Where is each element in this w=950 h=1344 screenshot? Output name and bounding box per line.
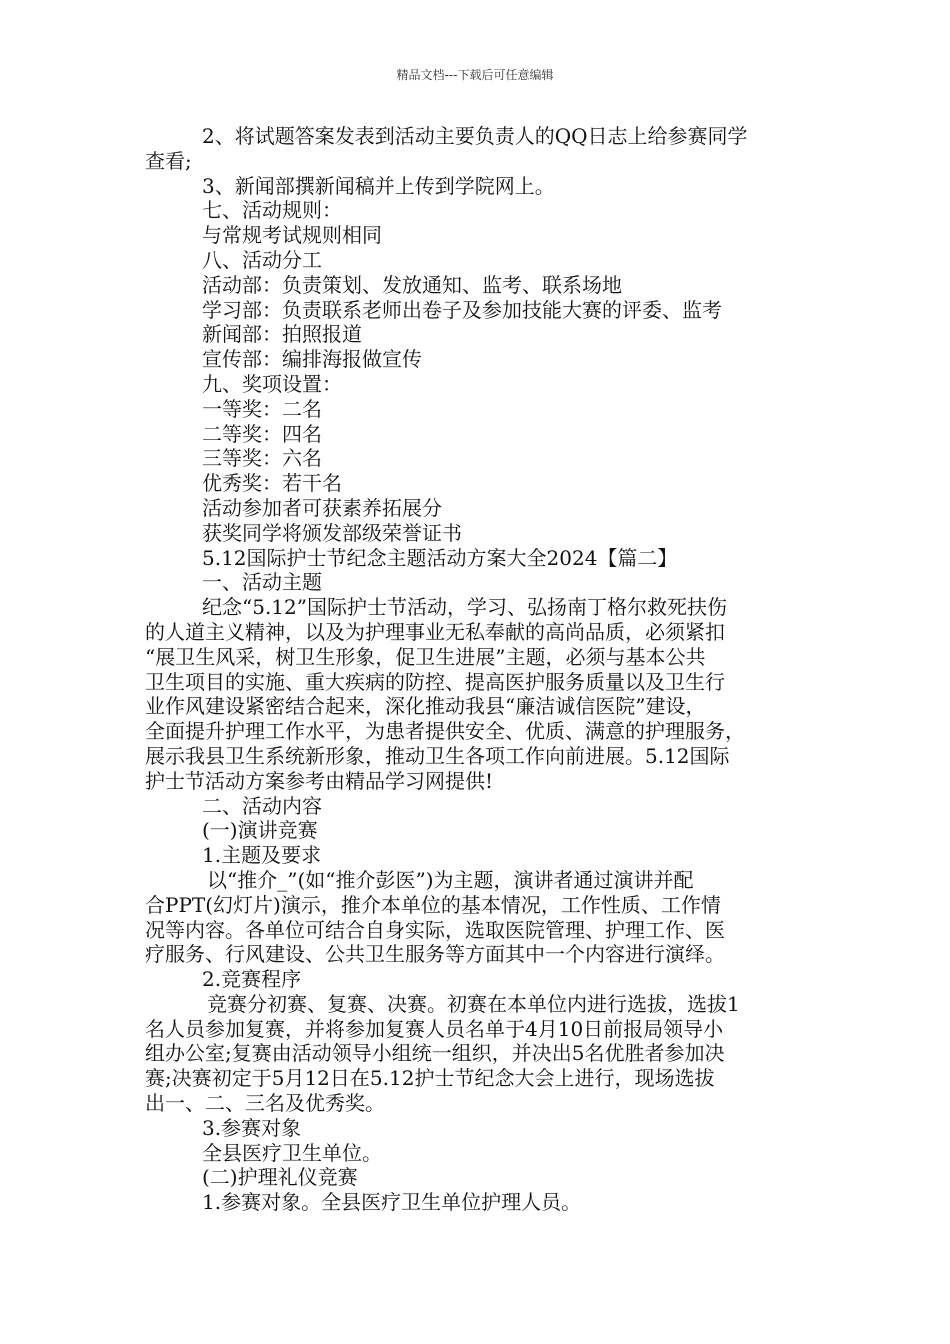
text-line: 况等内容。各单位可结合自身实际，选取医院管理、护理工作、医 [145, 917, 725, 942]
text-line: 的人道主义精神，以及为护理事业无私奉献的高尚品质，必须紧扣 [145, 619, 725, 644]
text-line: 业作风建设紧密结合起来，深化推动我县“廉洁诚信医院”建设， [145, 694, 706, 719]
text-line: 一、活动主题 [202, 570, 322, 595]
text-line: 2、将试题答案发表到活动主要负责人的QQ日志上给参赛同学 [202, 124, 748, 148]
text-line: 纪念“5.12”国际护士节活动，学习、弘扬南丁格尔救死扶伤 [202, 595, 727, 620]
text-line: 2.竞赛程序 [202, 967, 302, 992]
text-line: 全县医疗卫生单位。 [202, 1140, 382, 1165]
text-line: 优秀奖：若干名 [202, 471, 342, 496]
text-line: 卫生项目的实施、重大疾病的防控、提高医护服务质量以及卫生行 [145, 669, 725, 694]
text-line: 查看; [145, 148, 192, 173]
text-line: 七、活动规则： [202, 198, 342, 223]
text-line: 疗服务、行风建设、公共卫生服务等方面其中一个内容进行演绎。 [145, 942, 725, 967]
text-line: 学习部：负责联系老师出卷子及参加技能大赛的评委、监考 [202, 297, 722, 322]
text-line: 二等奖：四名 [202, 421, 322, 446]
text-line: 名人员参加复赛，并将参加复赛人员名单于4月10日前报局领导小 [145, 1016, 724, 1041]
text-line: 九、奖项设置： [202, 371, 342, 396]
text-line: 二、活动内容 [202, 793, 322, 818]
text-line: 以“推介_”(如“推介彭医”)为主题，演讲者通过演讲并配 [207, 867, 694, 892]
text-line: 与常规考试规则相同 [202, 223, 382, 248]
text-line: 1.主题及要求 [202, 843, 322, 868]
text-line: 组办公室;复赛由活动领导小组统一组织，并决出5名优胜者参加决 [145, 1041, 725, 1066]
text-line: 一等奖：二名 [202, 396, 322, 421]
text-line: 活动部：负责策划、发放通知、监考、联系场地 [202, 272, 622, 297]
text-line: 5.12国际护士节纪念主题活动方案大全2024【篇二】 [202, 545, 678, 570]
text-line: (二)护理礼仪竞赛 [202, 1165, 358, 1190]
text-line: 出一、二、三名及优秀奖。 [145, 1091, 385, 1116]
text-line: 新闻部：拍照报道 [202, 322, 362, 347]
text-line: 三等奖：六名 [202, 446, 322, 471]
text-line: 展示我县卫生系统新形象，推动卫生各项工作向前进展。5.12国际 [145, 743, 730, 768]
page-header: 精品文档---下载后可任意编辑 [396, 68, 554, 82]
text-line: 全面提升护理工作水平，为患者提供安全、优质、满意的护理服务， [145, 719, 745, 744]
text-line: 宣传部：编排海报做宣传 [202, 347, 422, 372]
text-line: “展卫生风采，树卫生形象，促卫生进展”主题，必须与基本公共 [145, 644, 706, 669]
text-line: 活动参加者可获素养拓展分 [202, 495, 442, 520]
text-line: 合PPT(幻灯片)演示，推介本单位的基本情况，工作性质、工作情 [145, 892, 721, 917]
text-line: 获奖同学将颁发部级荣誉证书 [202, 520, 462, 545]
text-line: 3.参赛对象 [202, 1115, 302, 1140]
text-line: 3、新闻部撰新闻稿并上传到学院网上。 [202, 173, 555, 198]
text-line: 1.参赛对象。全县医疗卫生单位护理人员。 [202, 1190, 582, 1215]
text-line: 八、活动分工 [202, 247, 322, 272]
document-body [145, 124, 810, 1215]
text-line: (一)演讲竞赛 [202, 818, 318, 843]
text-line: 赛;决赛初定于5月12日在5.12护士节纪念大会上进行，现场选拔 [145, 1066, 715, 1091]
text-line: 护士节活动方案参考由精品学习网提供! [145, 768, 494, 793]
text-line: 竞赛分初赛、复赛、决赛。初赛在本单位内进行选拔，选拔1 [207, 991, 740, 1016]
